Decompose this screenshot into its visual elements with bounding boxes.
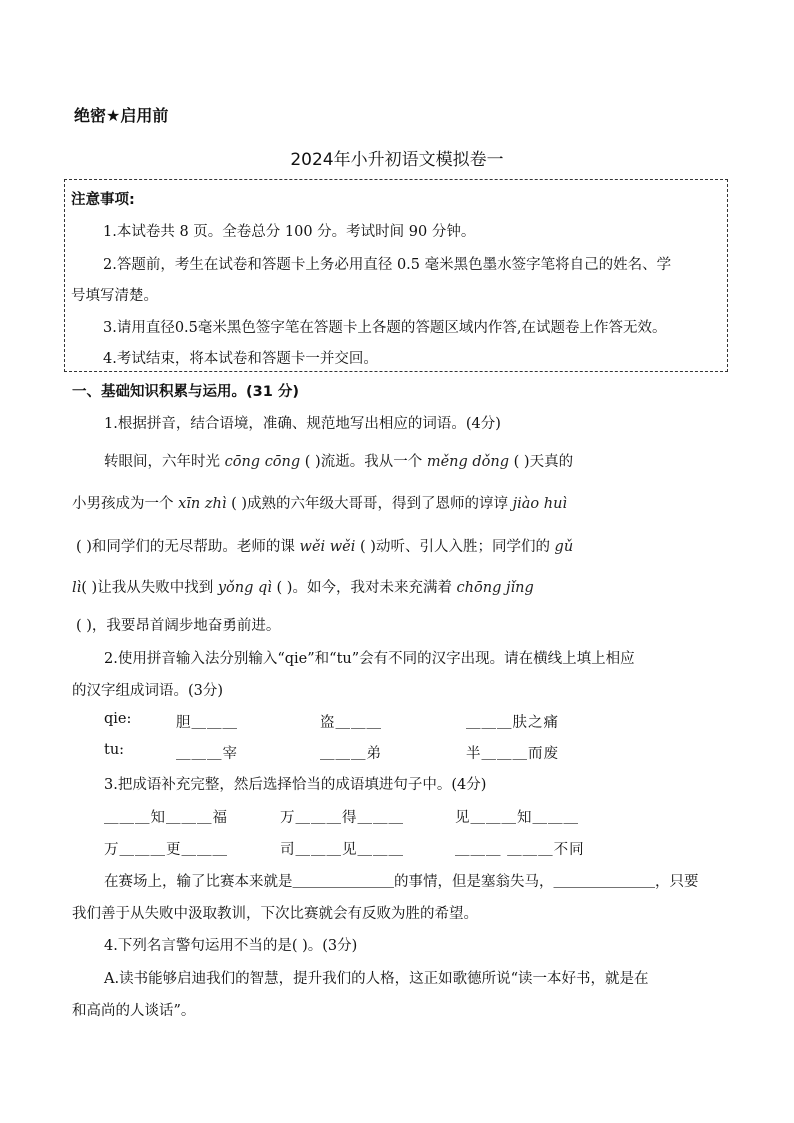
question-1-line-3 xyxy=(76,535,573,556)
idiom-blank[interactable]: 见＿＿＿知＿＿＿ xyxy=(455,810,579,826)
idiom-blank[interactable]: 万＿＿＿更＿＿＿ xyxy=(104,842,228,858)
fill-blank[interactable]: ＿＿＿肤之痛 xyxy=(466,715,559,731)
pinyin: yǒng qì xyxy=(217,580,272,596)
question-4-stem: 4.下列名言警句运用不当的是( )。(3分) xyxy=(104,938,358,954)
pinyin: jiào huì xyxy=(512,496,568,512)
answer-blank[interactable]: ( )和同学们的无尽帮助。老师的课 xyxy=(76,539,300,555)
idiom-blank[interactable]: 司＿＿＿见＿＿＿ xyxy=(280,842,404,858)
question-3-sentence[interactable]: 在赛场上，输了比赛本来就是＿＿＿＿＿＿＿的事情，但是塞翁失马，＿＿＿＿＿＿＿，只要 xyxy=(104,874,699,890)
answer-blank[interactable]: ( )动听、引人入胜；同学们的 xyxy=(360,539,555,555)
text: 转眼间，六年时光 xyxy=(104,454,225,470)
qie-label: qie: xyxy=(104,711,132,727)
question-2-stem: 2.使用拼音输入法分别输入“qie”和“tu”会有不同的汉字出现。请在横线上填上相应 xyxy=(104,651,635,667)
answer-blank[interactable]: ( )天真的 xyxy=(513,454,574,470)
question-4-option-a: A.读书能够启迪我们的智慧，提升我们的人格，这正如歌德所说“读一本好书，就是在 xyxy=(104,971,649,987)
idiom-blank[interactable]: ＿＿＿ ＿＿＿不同 xyxy=(455,842,585,858)
question-1-line-5[interactable]: ( )，我要昂首阔步地奋勇前进。 xyxy=(76,618,281,634)
fill-blank[interactable]: ＿＿＿弟 xyxy=(320,746,382,762)
notice-item: 3.请用直径0.5毫米黑色签字笔在答题卡上各题的答题区域内作答,在试题卷上作答无效。 xyxy=(103,320,667,336)
fill-blank[interactable]: 半＿＿＿而废 xyxy=(466,746,559,762)
answer-blank[interactable]: ( )流逝。我从一个 xyxy=(304,454,427,470)
fill-blank[interactable]: ＿＿＿宰 xyxy=(176,746,238,762)
answer-blank[interactable]: ( )。如今，我对未来充满着 xyxy=(276,580,457,596)
fill-blank[interactable]: 胆＿＿＿ xyxy=(176,715,238,731)
pinyin: měng dǒng xyxy=(426,454,510,470)
notice-box xyxy=(64,179,728,372)
notice-item: 1.本试卷共 8 页。全卷总分 100 分。考试时间 90 分钟。 xyxy=(103,224,476,240)
notice-item: 2.答题前，考生在试卷和答题卡上务必用直径 0.5 毫米黑色墨水签字笔将自己的姓名、学 xyxy=(103,257,672,273)
notice-heading: 注意事项: xyxy=(71,192,135,208)
question-1-stem: 1.根据拼音，结合语境，准确、规范地写出相应的词语。(4分) xyxy=(104,416,501,432)
pinyin: wěi wěi xyxy=(299,539,356,555)
pinyin: xīn zhì xyxy=(178,496,227,512)
pinyin: gǔ xyxy=(554,539,574,555)
question-1-line-4 xyxy=(72,576,534,597)
section-heading: 一、基础知识积累与运用。(31 分) xyxy=(72,384,299,400)
confidential-label: 绝密★启用前 xyxy=(74,106,169,125)
answer-blank[interactable]: ( )让我从失败中找到 xyxy=(81,580,218,596)
notice-item: 号填写清楚。 xyxy=(71,288,158,304)
fill-blank[interactable]: 盗＿＿＿ xyxy=(320,715,382,731)
tu-label: tu: xyxy=(104,742,125,758)
question-3-stem: 3.把成语补充完整，然后选择恰当的成语填进句子中。(4分) xyxy=(104,777,487,793)
pinyin: lì xyxy=(72,580,82,596)
question-1-line-2 xyxy=(72,492,567,513)
idiom-blank[interactable]: ＿＿＿知＿＿＿福 xyxy=(104,810,228,826)
question-3-sentence: 我们善于从失败中汲取教训，下次比赛就会有反败为胜的希望。 xyxy=(72,906,478,922)
question-2-stem: 的汉字组成词语。(3分) xyxy=(72,683,224,699)
pinyin: chōng jǐng xyxy=(456,580,534,596)
pinyin: cōng cōng xyxy=(224,454,301,470)
idiom-blank[interactable]: 万＿＿＿得＿＿＿ xyxy=(280,810,404,826)
question-4-option-a: 和高尚的人谈话”。 xyxy=(72,1003,196,1019)
answer-blank[interactable]: ( )成熟的六年级大哥哥，得到了恩师的谆谆 xyxy=(231,496,513,512)
notice-item: 4.考试结束，将本试卷和答题卡一并交回。 xyxy=(103,351,378,367)
page-title: 2024年小升初语文模拟卷一 xyxy=(290,150,504,170)
question-1-line-1 xyxy=(104,450,573,471)
text: 小男孩成为一个 xyxy=(72,496,179,512)
